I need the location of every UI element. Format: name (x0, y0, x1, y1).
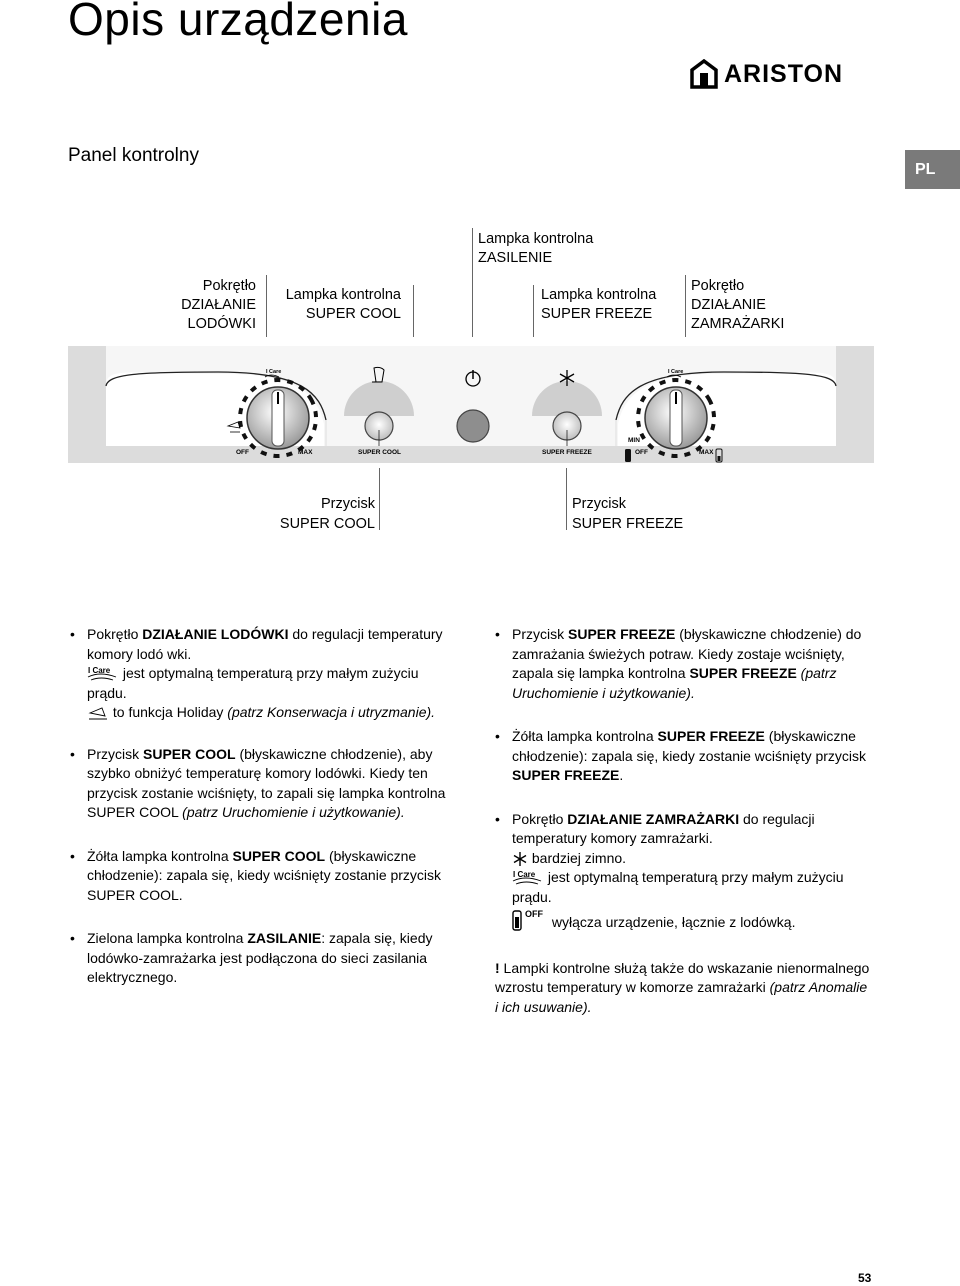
callout-line: Lampka kontrolna (541, 287, 657, 303)
callout-line: SUPER COOL (279, 516, 375, 532)
svg-text:I Care: I Care (513, 870, 536, 879)
callout-pointer (566, 468, 567, 530)
callout-super-cool-button (250, 494, 375, 534)
list-item: • Pokrętło DZIAŁANIE LODÓWKI do regulacji temperatury komory lodó wki. I Care jest optymalną temperaturą przy małym zużyciu prądu. to funkcja Holiday (patrz Konserwacja i utryzmanie). (70, 626, 443, 720)
list-item: • Zielona lampka kontrolna ZASILANIE: zapala się, kiedy lodówko-zamrażarka jest podłączona do sieci zasilania elektrycznego. (70, 930, 433, 985)
callout-pointer (533, 285, 534, 337)
callout-pointer (413, 285, 414, 337)
list-item: • Przycisk SUPER FREEZE (błyskawiczne chłodzenie) do zamrażania świeżych potraw. Kiedy zostaje wciśnięty, zapala się lampka kontrolna SUPER FREEZE (patrz Uruchomienie i użytkowanie). (495, 626, 862, 701)
callout-line: SUPER COOL (305, 306, 401, 322)
list-item: • Przycisk SUPER COOL (błyskawiczne chłodzenie), aby szybko obniżyć temperaturę komory lodówki. Kiedy ten przycisk zostanie wciśnięty, to zapali się lampka kontrolna SUPER COOL (patrz Uruchomienie i użytkowanie). (70, 745, 446, 820)
callout-pointer (379, 468, 380, 530)
callout-line: Lampka kontrolna (285, 287, 401, 303)
icare-icon (87, 666, 119, 682)
callout-line: Przycisk (321, 496, 375, 512)
callout-fridge-knob (150, 277, 256, 334)
callout-line: ZAMRAŻARKI (691, 316, 785, 332)
bullet: • (70, 930, 75, 946)
house-logo-icon (690, 59, 718, 89)
max-label: MAX (298, 449, 313, 456)
icare-label: I Care (668, 369, 684, 375)
callout-super-freeze-lamp (541, 286, 681, 324)
callout-pointer (472, 228, 473, 337)
right-column (495, 625, 874, 1017)
callout-line: Przycisk (572, 496, 626, 512)
svg-text:OFF: OFF (525, 909, 543, 919)
callout-line: DZIAŁANIE (691, 297, 766, 313)
list-item: • Pokrętło DZIAŁANIE ZAMRAŻARKI do regulacji temperatury komory zamrażarki. bardziej zimno. I Care jest optymalną temperaturą przy małym zużyciu prądu. OFF wyłącza urządzenie, łącznie z lodówką. (495, 810, 844, 930)
left-column (70, 625, 447, 988)
min-label: MIN (628, 437, 640, 444)
brand-name: ARISTON (724, 59, 844, 88)
super-freeze-label: SUPER FREEZE (542, 449, 592, 456)
bullet: • (70, 847, 75, 864)
bullet: • (70, 626, 75, 642)
callout-power-lamp (478, 230, 628, 268)
bullet: • (495, 728, 500, 744)
callout-line: Pokrętło (202, 278, 256, 294)
off-indicator-icon (625, 449, 631, 462)
note: ! Lampki kontrolne służą także do wskazanie nienormalnego wzrostu temperatury w komorze zamrażarki (patrz Anomalie i ich usuwanie). (495, 959, 870, 1015)
callout-pointer (685, 275, 686, 337)
max-label: MAX (699, 449, 714, 456)
callout-line: SUPER FREEZE (541, 306, 653, 322)
callout-line: Lampka kontrolna (478, 231, 594, 247)
page-number: 53 (858, 1271, 872, 1285)
super-cool-label: SUPER COOL (358, 449, 401, 456)
warning-mark: ! (495, 959, 500, 976)
list-item: • Żółta lampka kontrolna SUPER COOL (błyskawiczne chłodzenie): zapala się, kiedy wciśnięty zostanie przycisk SUPER COOL. (70, 847, 442, 903)
callout-pointer (266, 275, 267, 337)
callout-super-cool-lamp (270, 286, 401, 324)
snowflake-icon (512, 851, 528, 867)
callout-line: SUPER FREEZE (572, 516, 684, 532)
language-tab: PL (905, 150, 960, 189)
power-lamp (457, 410, 489, 442)
section-title: Panel kontrolny (68, 145, 199, 166)
callout-line: Pokrętło (691, 278, 745, 294)
icare-label: I Care (266, 369, 282, 375)
callout-super-freeze-button (572, 494, 722, 534)
page-title: Opis urządzenia (68, 0, 408, 45)
bullet: • (495, 810, 500, 827)
list-item: • Żółta lampka kontrolna SUPER FREEZE (błyskawiczne chłodzenie): zapala się, kiedy zostanie wciśnięty przycisk SUPER FREEZE. (495, 728, 867, 783)
control-panel (68, 346, 874, 463)
off-icon (512, 907, 548, 931)
icare-icon (512, 870, 544, 886)
callout-line: DZIAŁANIE (181, 297, 256, 313)
off-label: OFF (236, 449, 249, 456)
callout-freezer-knob (691, 277, 811, 334)
callout-line: ZASILENIE (478, 250, 553, 266)
svg-text:I Care: I Care (88, 666, 111, 675)
bullet: • (495, 626, 500, 642)
callout-line: LODÓWKI (187, 316, 256, 332)
holiday-icon (87, 705, 109, 721)
bullet: • (70, 745, 75, 762)
off-label: OFF (635, 449, 648, 456)
brand-logo (690, 58, 843, 90)
